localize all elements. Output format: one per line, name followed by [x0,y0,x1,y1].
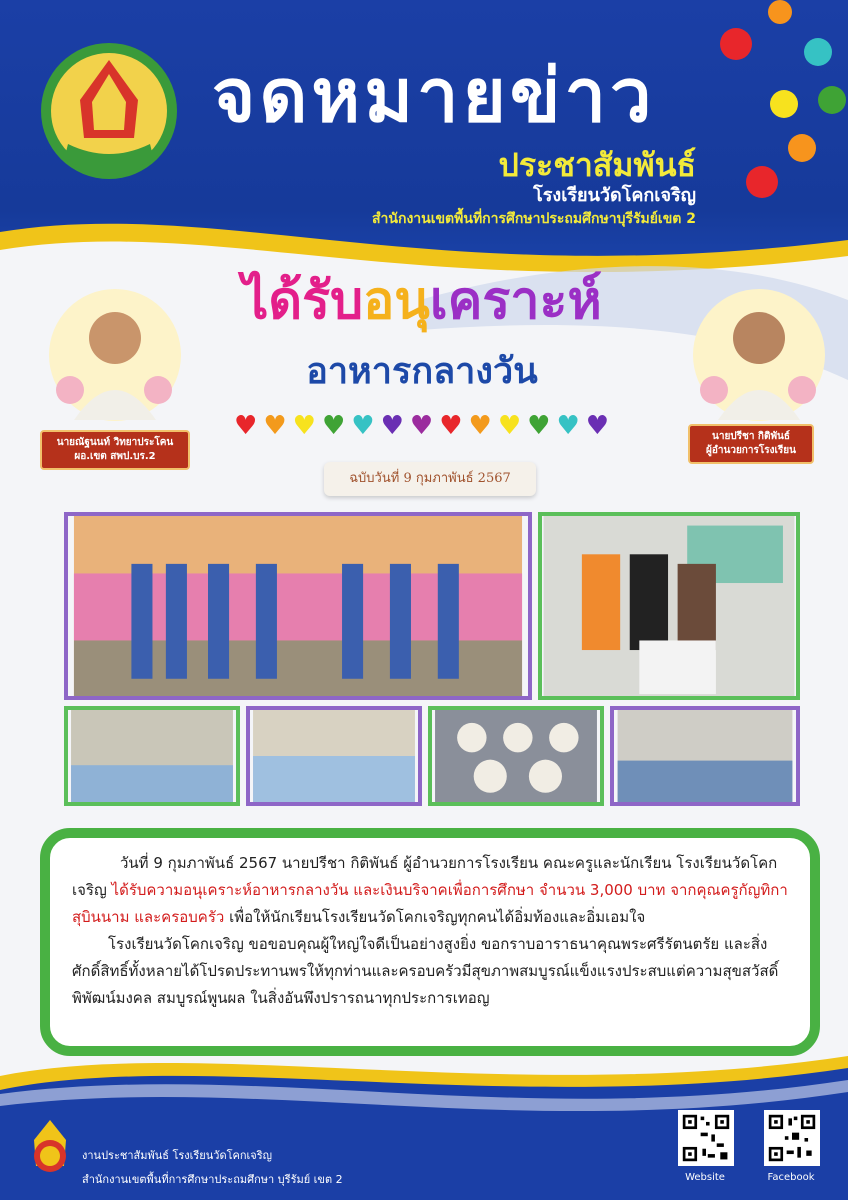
footer-logo [26,1118,74,1184]
headline-part1: ได้รับ [242,271,364,331]
newsletter-title: จดหมายข่าว [212,53,656,139]
nameplate-right [688,424,814,464]
heart-icon: ♥ [556,411,580,441]
headline-part3: เคราะห์ [429,271,602,331]
photo-students-eating-2 [246,706,422,806]
school-name: โรงเรียนวัดโคกเจริญ [533,185,696,206]
photo-food-bowls [428,706,604,806]
photo-hall-students [610,706,800,806]
pr-subtitle: ประชาสัมพันธ์ [498,146,696,184]
article-p1-end: เพื่อให้นักเรียนโรงเรียนวัดโคกเจริญทุกคนได้อิ่มท้องและอิ่มเอมใจ [224,908,646,926]
right-person-name: นายปรีชา กิติพันธ์ [712,431,790,442]
heart-icon: ♥ [292,411,316,441]
heart-icon: ♥ [527,411,551,441]
decorative-flowers [700,0,848,200]
headline-line2: อาหารกลางวัน [306,351,538,392]
website-label: Website [685,1172,725,1183]
article-p2-text: โรงเรียนวัดโคกเจริญ ขอขอบคุณผู้ใหญ่ใจดีเป็นอย่างสูงยิ่ง ขอกราบอาราธนาคุณพระศรีรัตนตรัย และสิ่งศักดิ์สิทธิ์ทั้งหลายได้โปรดประทานพรให้ทุกท่านและครอบครัวมีสุขภาพสมบูรณ์แข็งแรงประสบแต่ความสุขสวัสดิ์พิพัฒน์มงคล สมบูรณ์พูนผล ในสิ่งอันพึงปรารถนาทุกประการเทอญ [72,935,779,1007]
portrait-right [684,280,834,430]
facebook-label: Facebook [767,1172,815,1183]
website-qr-code[interactable] [678,1110,734,1166]
heart-icon: ♥ [468,411,492,441]
heart-icon: ♥ [380,411,404,441]
article-box [40,828,820,1056]
hearts-row [234,410,614,442]
office-name: สำนักงานเขตพื้นที่การศึกษาประถมศึกษาบุรีรัมย์เขต 2 [371,211,696,227]
heart-icon: ♥ [439,411,463,441]
facebook-qr-code[interactable] [764,1110,820,1166]
heart-icon: ♥ [321,411,346,441]
school-logo [38,40,180,182]
heart-icon: ♥ [585,411,610,441]
footer-line2: สำนักงานเขตพื้นที่การศึกษาประถมศึกษา บุรีรัมย์ เขต 2 [82,1173,343,1186]
article-p1-highlight: ได้รับความอนุเคราะห์อาหารกลางวัน และเงินบริจาคเพื่อการศึกษา จำนวน 3,000 บาท จากคุณครูกัญทิกา สุบินนาม และครอบครัว [72,881,788,926]
photo-students-eating-1 [64,706,240,806]
heart-icon: ♥ [497,411,522,441]
issue-date: ฉบับวันที่ 9 กุมภาพันธ์ 2567 [324,462,536,496]
photo-donation-ceremony [64,512,532,700]
article-paragraph-1 [72,850,788,931]
heart-icon: ♥ [409,411,434,441]
heart-icon: ♥ [351,411,375,441]
heart-icon: ♥ [234,411,258,441]
headline-part2: อนุ [363,271,430,331]
heart-icon: ♥ [263,411,287,441]
headline [212,258,632,341]
article-paragraph-2 [72,931,788,1012]
left-person-name: นายณัฐนนท์ วิทยาประโคน [56,437,174,448]
left-person-title: ผอ.เขต สพป.บร.2 [74,451,156,462]
footer-line1: งานประชาสัมพันธ์ โรงเรียนวัดโคกเจริญ [82,1149,273,1162]
photo-kitchen [538,512,800,700]
right-person-title: ผู้อำนวยการโรงเรียน [706,445,796,456]
portrait-left [40,280,190,430]
article-p1-start: วันที่ 9 กุมภาพันธ์ 2567 นายปรีชา กิติพันธ์ ผู้อำนวยการโรงเรียน คณะครูและนักเรียน โรงเรียนวัดโคกเจริญ [72,854,778,899]
nameplate-left [40,430,190,470]
